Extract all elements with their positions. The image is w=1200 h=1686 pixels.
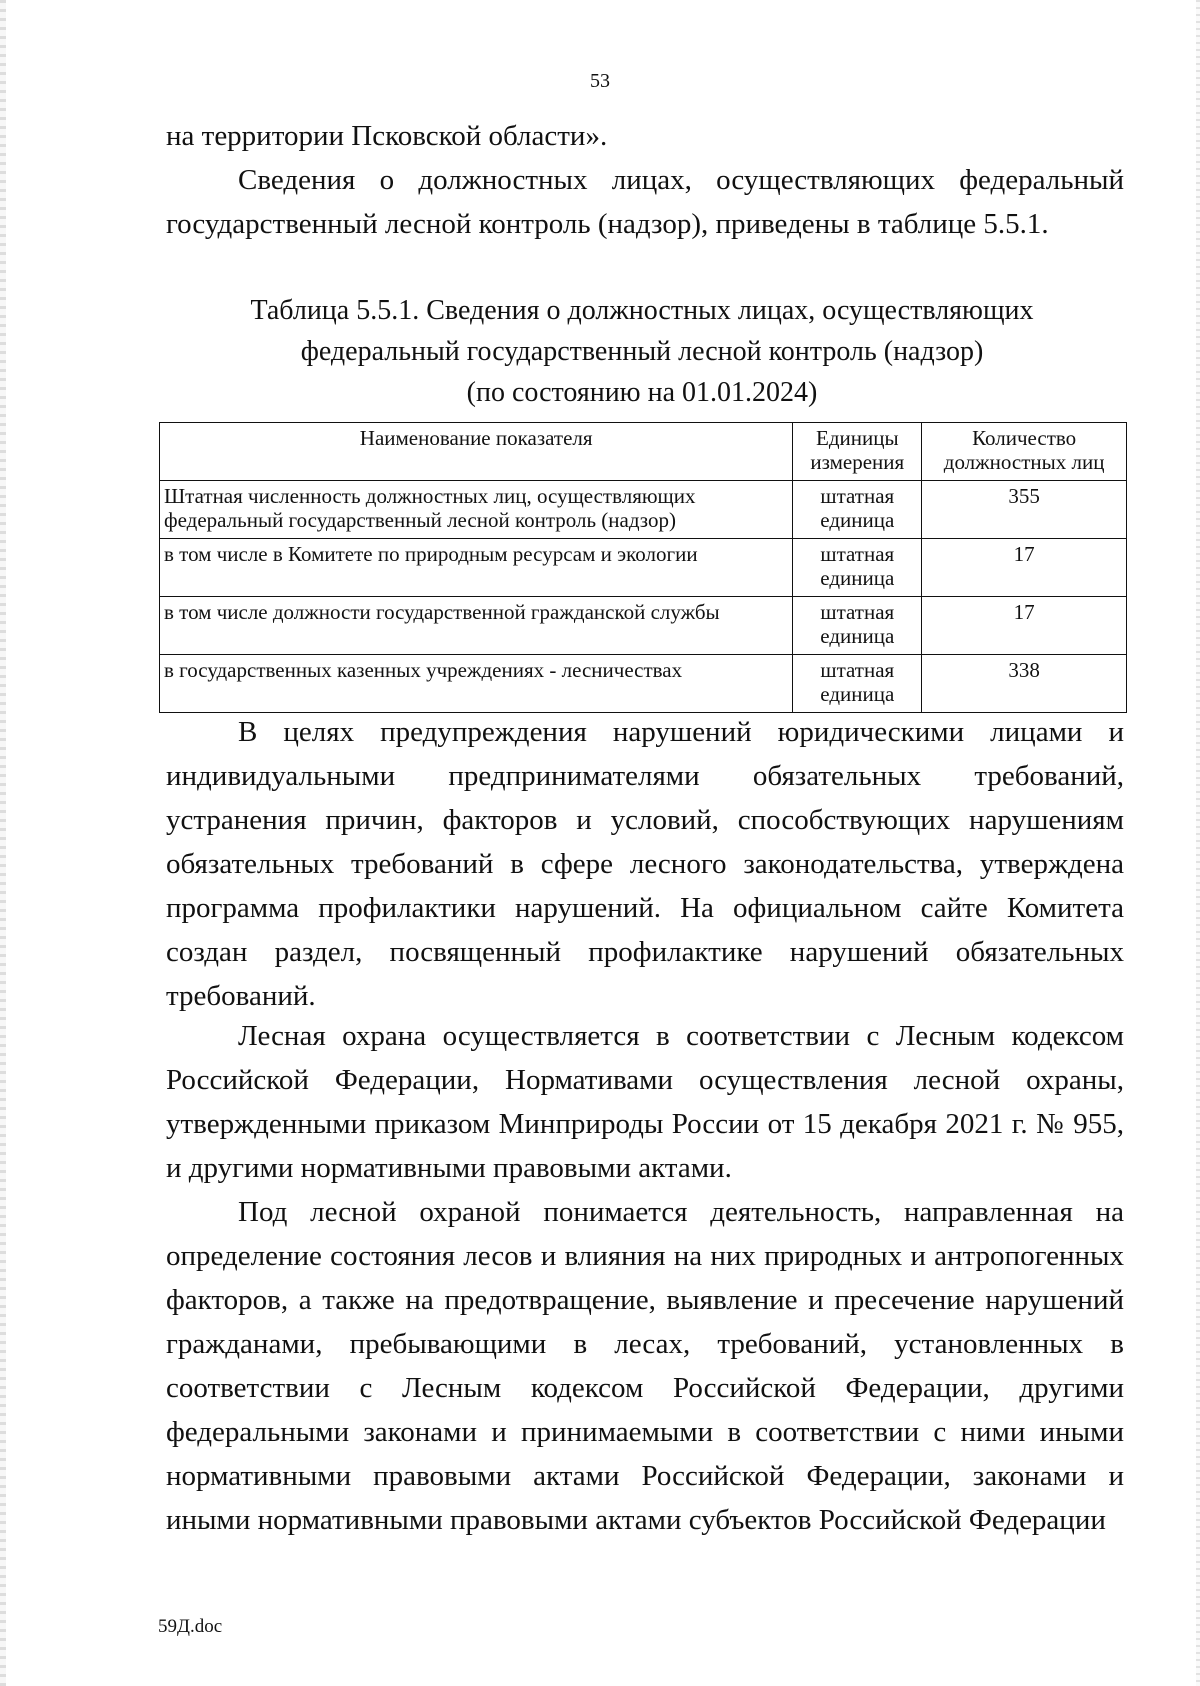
row-count: 338	[922, 655, 1127, 713]
header-unit-line-1: Единицы	[816, 426, 899, 450]
row-unit	[793, 539, 922, 597]
row-count: 355	[922, 481, 1127, 539]
paragraph-protection-text: Лесная охрана осуществляется в соответствии с Лесным кодексом Российской Федерации, Нормативами осуществления лесной охраны, утвержденными приказом Минприроды России от 15 декабря 2021 г. № 955, и другими нормативными правовыми актами.	[166, 1020, 1124, 1184]
header-count-line-1: Количество	[972, 426, 1077, 450]
table-caption	[160, 290, 1124, 413]
row-name: в государственных казенных учреждениях - лесничествах	[160, 655, 793, 713]
table-row	[160, 481, 1127, 539]
row-unit	[793, 481, 922, 539]
paragraph-intro-text: Сведения о должностных лицах, осуществляющих федеральный государственный лесной контроль (надзор), приведены в таблице 5.5.1.	[166, 164, 1124, 240]
table-row	[160, 597, 1127, 655]
header-name: Наименование показателя	[160, 423, 793, 481]
officials-table	[159, 422, 1127, 713]
row-unit	[793, 597, 922, 655]
paragraph-definition-text: Под лесной охраной понимается деятельность, направленная на определение состояния лесов и влияния на них природных и антропогенных факторов, а также на предотвращение, выявление и пресечение нарушений гражданами, пребывающими в лесах, требований, установленных в соответствии с Лесным кодексом Российской Федерации, другими федеральными законами и принимаемыми в соответствии с ними иными нормативными правовыми актами Российской Федерации, законами и иными нормативными правовыми актами субъектов Российской Федерации	[166, 1196, 1124, 1536]
header-unit-line-2: измерения	[810, 450, 905, 474]
row-unit-line-1: штатная	[820, 658, 895, 682]
header-count-line-2: должностных лиц	[943, 450, 1105, 474]
table-caption-line-1: Таблица 5.5.1. Сведения о должностных лицах, осуществляющих	[250, 295, 1034, 326]
table-row	[160, 539, 1127, 597]
row-unit-line-2: единица	[820, 682, 895, 706]
header-unit	[793, 423, 922, 481]
row-unit-line-1: штатная	[820, 484, 895, 508]
row-unit-line-2: единица	[820, 624, 895, 648]
row-unit-line-1: штатная	[820, 542, 895, 566]
paragraph-prevention	[166, 710, 1124, 1018]
row-count: 17	[922, 539, 1127, 597]
row-count: 17	[922, 597, 1127, 655]
table-caption-line-2: федеральный государственный лесной контроль (надзор)	[300, 336, 984, 367]
row-unit-line-2: единица	[820, 508, 895, 532]
row-unit-line-2: единица	[820, 566, 895, 590]
scan-edge-left	[0, 0, 6, 1686]
header-count	[922, 423, 1127, 481]
row-name: в том числе должности государственной гражданской службы	[160, 597, 793, 655]
paragraph-definition	[166, 1190, 1124, 1542]
scan-edge-right	[1196, 0, 1200, 1686]
paragraph-prevention-text: В целях предупреждения нарушений юридическими лицами и индивидуальными предпринимателями обязательных требований, устранения причин, факторов и условий, способствующих нарушениям обязательных требований в сфере лесного законодательства, утверждена программа профилактики нарушений. На официальном сайте Комитета создан раздел, посвященный профилактике нарушений обязательных требований.	[166, 716, 1124, 1012]
paragraph-protection	[166, 1014, 1124, 1190]
footer-filename: 59Д.doc	[158, 1616, 223, 1637]
row-name: в том числе в Комитете по природным ресурсам и экологии	[160, 539, 793, 597]
page-number: 53	[590, 70, 610, 92]
table-caption-line-3: (по состоянию на 01.01.2024)	[466, 377, 818, 408]
table-header-row	[160, 423, 1127, 481]
table-row	[160, 655, 1127, 713]
paragraph-continuation: на территории Псковской области».	[166, 120, 608, 152]
row-unit	[793, 655, 922, 713]
paragraph-intro	[166, 158, 1124, 246]
row-name: Штатная численность должностных лиц, осуществляющих федеральный государственный лесной контроль (надзор)	[160, 481, 793, 539]
row-unit-line-1: штатная	[820, 600, 895, 624]
